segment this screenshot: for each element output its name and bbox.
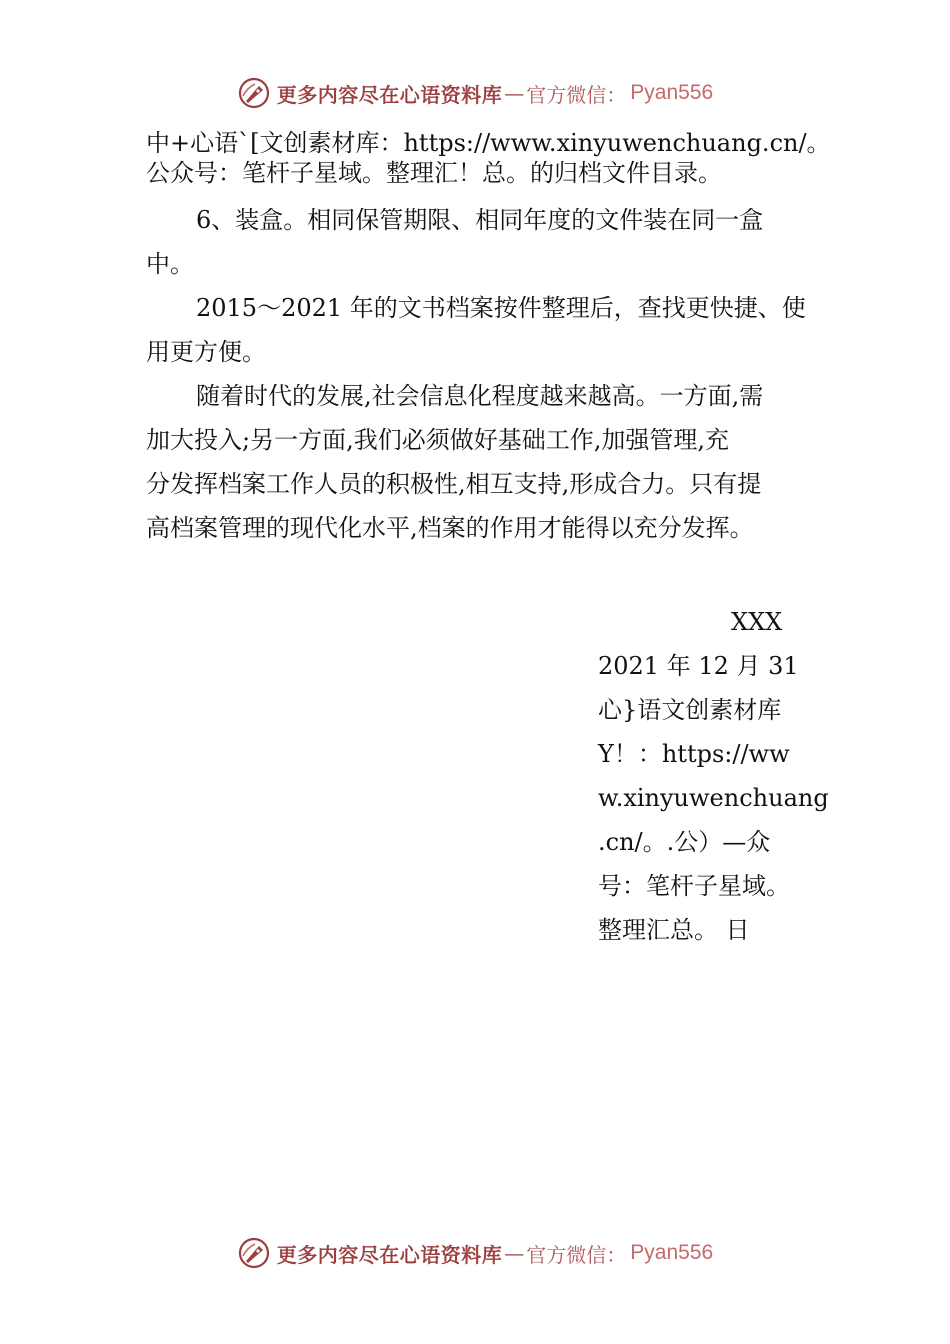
watermark-line: 中+心语`[文创素材库：https://www.xinyuwenchuang.cn/。 — [146, 129, 831, 157]
paragraph-line: 用更方便。 — [146, 338, 266, 366]
banner-channel-label: 官方微信： — [526, 82, 627, 107]
signature-watermark-line: .cn/。.公）—众 — [598, 828, 771, 856]
signature-watermark-line: Y！：https://ww — [598, 740, 790, 768]
paragraph-line: 6、装盒。相同保管期限、相同年度的文件装在同一盒 — [196, 206, 764, 234]
signature-block — [598, 600, 829, 952]
pen-nib-circle-icon — [237, 76, 271, 110]
pen-nib-circle-icon — [237, 1236, 271, 1270]
banner-slogan: 更多内容尽在心语资料库 — [276, 82, 503, 107]
footer-banner — [0, 1231, 950, 1275]
banner-separator: — — [504, 81, 525, 105]
watermark-line: 公众号：笔杆子星域。整理汇！总。的归档文件目录。 — [146, 159, 722, 187]
banner-wechat-handle: Pyan556 — [630, 1241, 714, 1264]
paragraph-line: 2015～2021 年的文书档案按件整理后，查找更快捷、使 — [196, 294, 806, 322]
banner-separator: — — [504, 1241, 525, 1265]
signature-watermark-line: w.xinyuwenchuang — [598, 784, 829, 812]
signatory-name: XXX — [731, 608, 783, 636]
paragraph-line: 中。 — [146, 250, 194, 278]
signature-watermark-line: 整理汇总。 日 — [598, 916, 750, 944]
document-body — [146, 128, 831, 550]
signature-date: 2021 年 12 月 31 — [598, 652, 799, 680]
paragraph-line: 分发挥档案工作人员的积极性,相互支持,形成合力。只有提 — [146, 470, 762, 498]
signature-watermark-line: 心}语文创素材库 — [598, 696, 782, 724]
header-banner — [0, 71, 950, 115]
paragraph-line: 加大投入;另一方面,我们必须做好基础工作,加强管理,充 — [146, 426, 729, 454]
paragraph-line: 随着时代的发展,社会信息化程度越来越高。一方面,需 — [196, 382, 764, 410]
banner-channel-label: 官方微信： — [526, 1242, 627, 1267]
paragraph-line: 高档案管理的现代化水平,档案的作用才能得以充分发挥。 — [146, 514, 754, 542]
banner-wechat-handle: Pyan556 — [630, 81, 714, 104]
signature-watermark-line: 号：笔杆子星域。 — [598, 872, 790, 900]
banner-slogan: 更多内容尽在心语资料库 — [276, 1242, 503, 1267]
